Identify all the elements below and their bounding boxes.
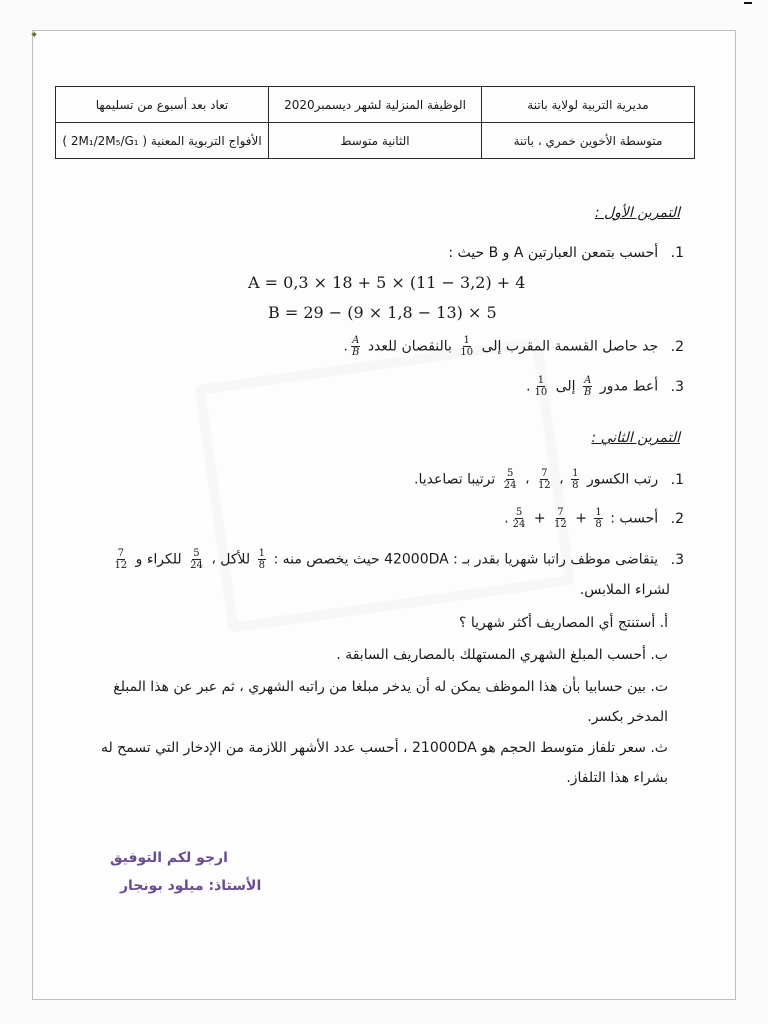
school-cell: متوسطة الأخوين خمري ، باتنة: [482, 123, 695, 159]
signature-teacher: الأستاذ: ميلود بونجار: [120, 878, 262, 894]
frac-denominator: 24: [190, 560, 203, 571]
frac-numerator: 5: [515, 507, 523, 518]
ex1-q3-number: 3.: [670, 378, 684, 395]
frac-numerator: 1: [258, 548, 265, 559]
frac-denominator: 12: [114, 560, 128, 571]
frac-numerator: 1: [595, 507, 602, 518]
fraction-seven-twelfths: [537, 468, 552, 491]
formula-a: A = 0,3 × 18 + 5 × (11 − 3,2) + 4: [248, 273, 526, 292]
ex1-q2-text-a: جد حاصل القسمة المقرب إلى: [481, 338, 659, 355]
fraction-seven-twelfths: [113, 548, 128, 571]
frac-numerator: 1: [572, 468, 579, 479]
signature-wish: ارجو لكم التوفيق: [110, 850, 228, 866]
frac-numerator: 7: [557, 507, 564, 518]
fraction-one-eighth: [594, 507, 602, 530]
frac-denominator: 8: [258, 560, 265, 571]
groups-cell: الأفواج التربوية المعنية ( 2M₁/2M₅/G₁ ): [56, 123, 269, 159]
frac-denominator: B: [352, 347, 360, 358]
frac-denominator: B: [584, 387, 592, 398]
return-note-cell: تعاد بعد أسبوع من تسليمها: [56, 87, 269, 123]
fraction-five-24ths: [189, 548, 204, 571]
exercise-1-title: التمرين الأول :: [594, 205, 680, 221]
frac-numerator: 1: [537, 375, 545, 386]
homework-cell: الوظيفة المنزلية لشهر ديسمبر2020: [269, 87, 482, 123]
ex2-subquestion-t: ت. بين حسابيا بأن هذا الموظف يمكن له أن يدخر مبلغا من راتبه الشهري ، ثم عبر عن هذا المبلغ المدخر بكسر.: [113, 679, 668, 725]
ex2-question-3: [80, 548, 684, 571]
frac-numerator: A: [584, 375, 592, 386]
fraction-five-24ths: [503, 468, 518, 491]
ex2-question-1: [414, 468, 684, 491]
frac-numerator: 5: [506, 468, 514, 479]
plus-sign: +: [575, 510, 587, 527]
frac-denominator: 24: [512, 519, 526, 530]
fraction-one-eighth: [571, 468, 579, 491]
ex1-question-2: [344, 335, 684, 358]
pin-icon: ✦: [30, 30, 39, 41]
ex1-q2-text-b: بالنقصان للعدد: [367, 338, 452, 355]
level-cell: الثانية متوسط: [269, 123, 482, 159]
ex1-question-1: [448, 245, 684, 261]
frac-numerator: 5: [193, 548, 200, 559]
ex2-question-2: [504, 507, 684, 530]
ex1-question-3: [526, 375, 684, 398]
ex2-q3-text-b: للأكل ،: [211, 551, 251, 568]
directorate-cell: مديرية التربية لولاية باتنة: [482, 87, 695, 123]
ex1-q3-text-a: أعط مدور: [599, 378, 659, 395]
ex1-q1-number: 1.: [670, 245, 684, 261]
frac-numerator: 7: [541, 468, 548, 479]
fraction-a-over-b: [583, 375, 592, 398]
ex2-q3-text-c: للكراء و: [135, 551, 182, 568]
frac-numerator: 1: [463, 335, 470, 346]
frac-denominator: 12: [537, 480, 551, 491]
ex2-q1-number: 1.: [670, 471, 684, 488]
fraction-one-eighth: [258, 548, 266, 571]
frac-denominator: 10: [534, 387, 548, 398]
plus-sign: +: [533, 510, 546, 527]
frac-denominator: 24: [503, 480, 517, 491]
ex2-subquestion-th: ث. سعر تلفاز متوسط الحجم هو 21000DA ، أحسب عدد الأشهر اللازمة من الإدخار التي تسمح له بشراء هذا التلفاز.: [100, 740, 668, 786]
fraction-seven-twelfths: [553, 507, 568, 530]
fraction-one-tenth: [534, 375, 549, 398]
ex2-subquestion-b: ب. أحسب المبلغ الشهري المستهلك بالمصاريف السابقة .: [336, 647, 668, 663]
fraction-five-24ths: [512, 507, 527, 530]
ex2-q1-text-a: رتب الكسور: [586, 471, 659, 488]
ex1-q2-number: 2.: [670, 338, 684, 355]
ex1-q3-end: .: [526, 378, 531, 395]
corner-mark: [744, 2, 752, 4]
frac-denominator: 10: [460, 347, 474, 358]
ex2-q2-text: أحسب :: [610, 510, 659, 527]
frac-numerator: 7: [117, 548, 124, 559]
header-row-1: [56, 87, 695, 123]
frac-denominator: 12: [554, 519, 567, 530]
frac-denominator: 8: [572, 480, 579, 491]
header-table: [55, 86, 695, 159]
ex2-q2-number: 2.: [670, 510, 684, 527]
fraction-a-over-b: [351, 335, 360, 358]
exercise-2-title: التمرين الثاني :: [591, 430, 680, 446]
ex2-q1-sep: ،: [559, 471, 564, 488]
ex1-q1-text: أحسب بتمعن العبارتين A و B حيث :: [448, 245, 659, 261]
ex2-subquestion-a: أ. أستنتج أي المصاريف أكثر شهريا ؟: [458, 615, 668, 631]
frac-denominator: 8: [595, 519, 602, 530]
formula-b: B = 29 − (9 × 1,8 − 13) × 5: [268, 303, 497, 322]
ex2-q1-sep: ،: [524, 471, 530, 488]
header-row-2: [56, 123, 695, 159]
ex1-q2-end: .: [343, 338, 348, 355]
ex2-q1-text-b: ترتيبا تصاعديا.: [414, 471, 496, 488]
ex2-q3-text-a: يتقاضى موظف راتبا شهريا بقدر بـ : 42000DA حيث يخصص منه :: [273, 551, 659, 568]
ex2-q2-end: .: [504, 510, 509, 527]
fraction-one-tenth: [459, 335, 474, 358]
ex1-q3-text-b: إلى: [555, 378, 576, 395]
ex2-q3-number: 3.: [670, 551, 684, 568]
ex2-q3-continuation: لشراء الملابس.: [579, 582, 670, 598]
frac-numerator: A: [352, 335, 360, 346]
